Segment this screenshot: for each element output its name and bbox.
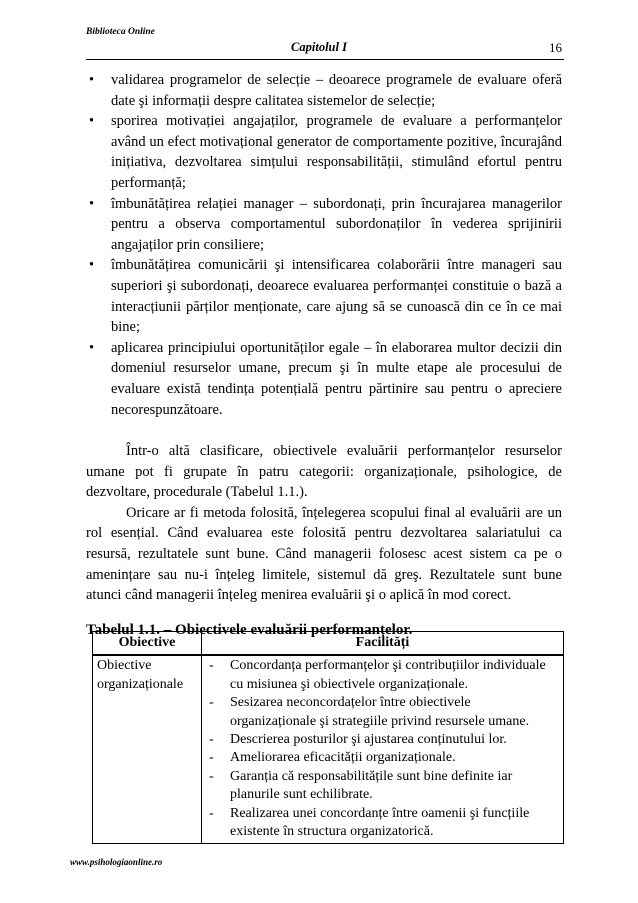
facility-text: Concordanța performanțelor şi contribuțiilor individuale cu misiunea şi obiectivele organizaționale. (230, 658, 546, 692)
list-item: - Ameliorarea eficacității organizaționale. (209, 750, 456, 766)
body-paragraph: Într-o altă clasificare, obiectivele evaluării performanțelor resurselor umane pot fi grupate în patru categorii: organizaționale, psihologice, de dezvoltare, procedurale (Tabelul 1.1.). (86, 443, 562, 501)
table-row (93, 655, 564, 844)
bullet-icon: • (89, 113, 95, 130)
facility-text: Descrierea posturilor şi ajustarea conținutului lor. (230, 732, 507, 748)
facility-text: Garanția că responsabilitățile sunt bine definite iar planurile sunt echilibrate. (230, 768, 513, 803)
list-item: - Concordanța performanțelor şi contribuțiilor individuale cu misiunea şi obiectivele organizaționale. (209, 658, 546, 692)
page-body (86, 70, 562, 640)
body-paragraph: Oricare ar fi metoda folosită, înțelegerea scopului final al evaluării are un rol esențial. Când evaluarea este folosită pentru dezvoltarea salariatului ca resursă, rezultatele sunt bune. Când managerii folosesc acest sistem ca pe o amenințare sau nu-i înțeleg limitele, sistemul dă greş. Rezultatele sunt bune atunci când managerii înțeleg menirea evaluării şi o aplică în mod corect. (86, 504, 562, 604)
footer-url: www.psihologiaonline.ro (70, 857, 163, 867)
facility-text: Sesizarea neconcordațelor între obiectivele organizaționale şi strategiile privind resursele umane. (230, 695, 530, 729)
bullet-icon: • (89, 72, 95, 88)
bullet-icon: • (89, 257, 95, 274)
facilities-list (206, 657, 559, 841)
list-item: - Realizarea unei concordanțe între oamenii şi funcțiile existente în structura organizatorică. (209, 805, 530, 840)
page-number: 16 (549, 40, 562, 55)
header-divider (86, 59, 564, 60)
bullet-text: validarea programelor de selecție – deoarece programele de evaluare oferă date şi informații despre calitatea sistemelor de selecție; (111, 72, 562, 109)
objectives-table (92, 631, 564, 844)
list-item (86, 194, 562, 256)
bullet-text: sporirea motivației angajaților, programele de evaluare a performanțelor având un efect motivațional generator de comportamente pozitive, încurajând inițiativa, dezvoltarea simțului responsabilității, stimulând efortul pentru performanță; (111, 113, 562, 191)
header-chapter: Capitolul I (291, 40, 347, 54)
column-header-facilities: Facilități (202, 632, 564, 656)
objectives-bullet-list (86, 70, 562, 420)
list-item (86, 255, 562, 337)
list-item: - Descrierea posturilor şi ajustarea conținutului lor. (209, 732, 507, 748)
facility-text: Ameliorarea eficacității organizaționale. (230, 750, 456, 766)
header-site-name: Biblioteca Online (86, 27, 155, 37)
objective-cell: Obiective organizaționale (93, 655, 202, 844)
column-header-objectives: Obiective (93, 632, 202, 656)
list-item (86, 111, 562, 193)
list-item: - Garanția că responsabilitățile sunt bine definite iar planurile sunt echilibrate. (209, 768, 513, 803)
table-header-row (93, 632, 564, 656)
bullet-icon: • (89, 339, 95, 356)
bullet-text: îmbunătățirea comunicării şi intensificarea colaborării între manageri sau superiori şi subordonați, deoarece evaluarea performanței constituie o bază a interacțiunii părților menționate, care ajung să se cunoască din ce în ce mai bine; (111, 257, 562, 336)
facilities-cell (202, 655, 564, 844)
list-item (86, 70, 562, 111)
facility-text: Realizarea unei concordanțe între oamenii şi funcțiile existente în structura organizatorică. (230, 805, 530, 840)
table-title: Tabelul 1.1. – Obiectivele evaluării performanțelor. (86, 621, 413, 638)
bullet-icon: • (89, 195, 95, 212)
bullet-text: aplicarea principiului oportunităților egale – în elaborarea multor decizii din domeniul resurselor umane, precum şi în multe etape ale procesului de evaluare există tendința potențială pentru părtinire sau pentru o apreciere necorespunzătoare. (111, 339, 562, 418)
list-item: - Sesizarea neconcordațelor între obiectivele organizaționale şi strategiile privind resursele umane. (209, 695, 530, 729)
bullet-text: îmbunătățirea relației manager – subordonați, prin încurajarea managerilor pentru a observa comportamentul subordonaților în vederea sprijinirii angajaților prin consiliere; (111, 195, 562, 253)
list-item (86, 338, 562, 420)
